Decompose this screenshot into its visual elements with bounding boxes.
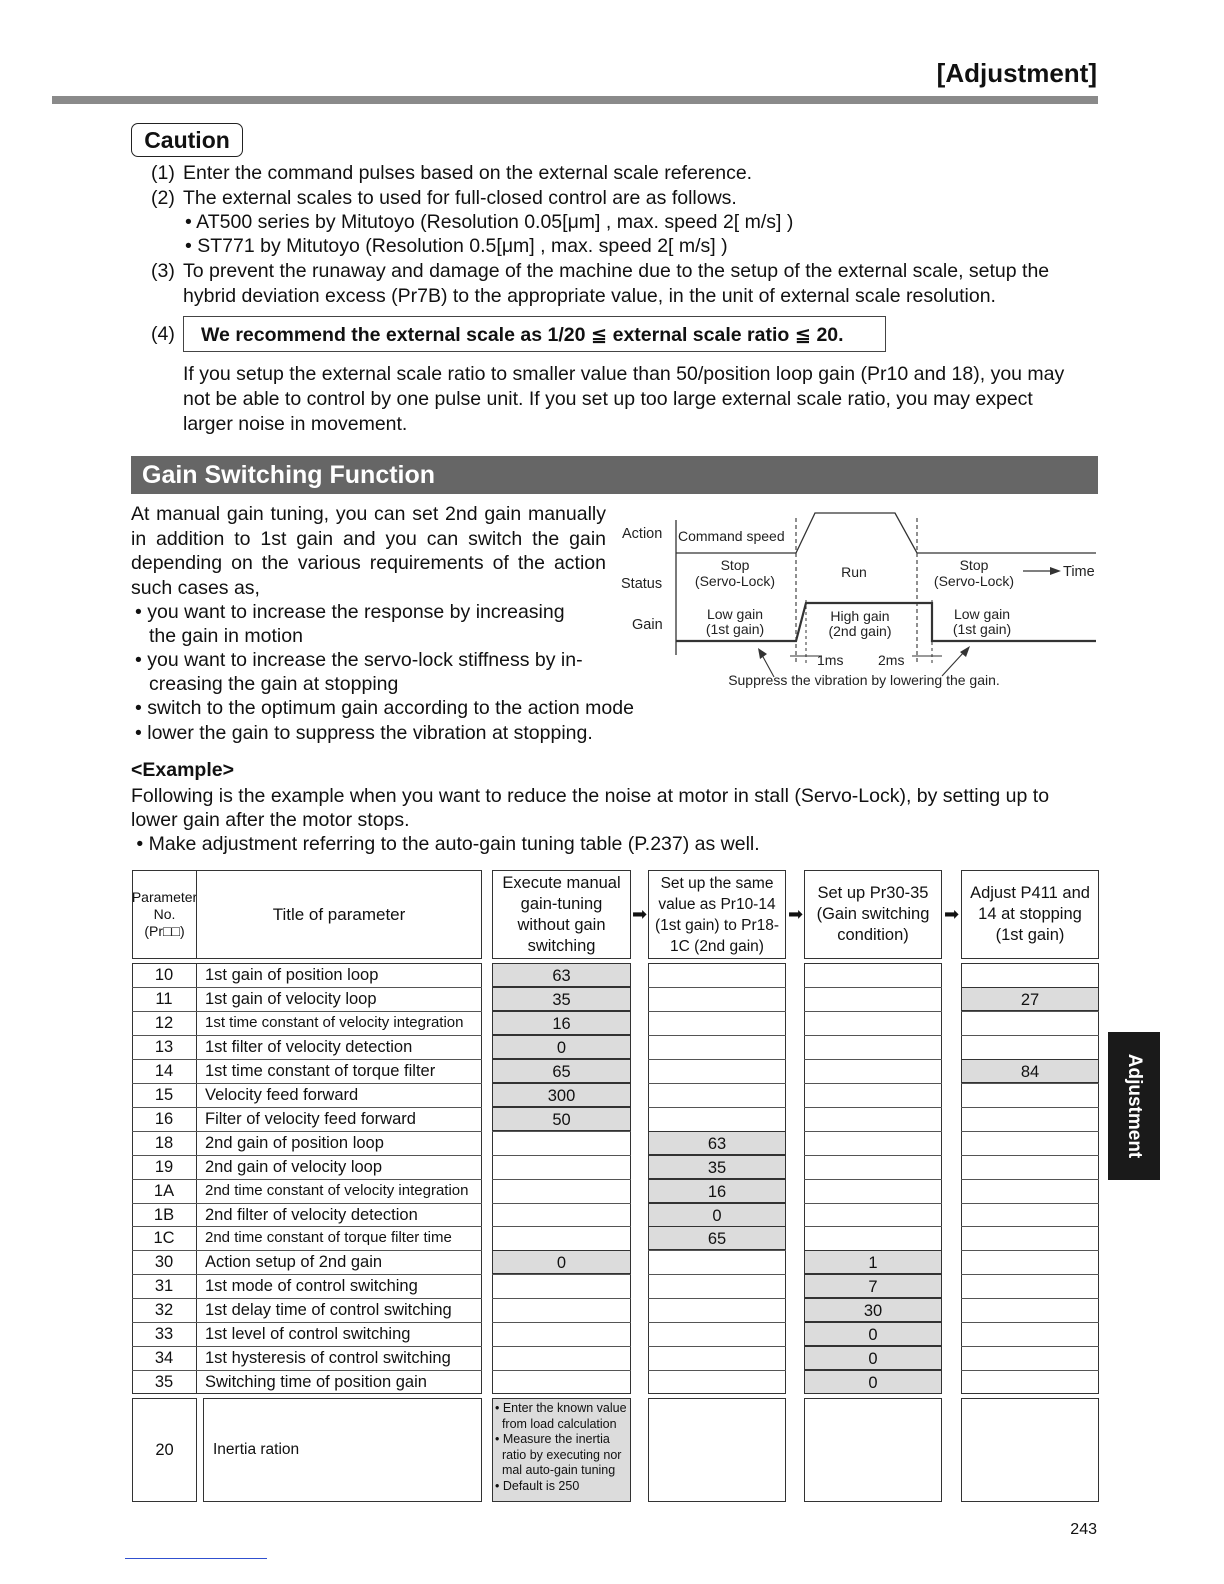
- header-step-1: Execute manual gain-tuning without gain switching: [492, 870, 631, 959]
- row-divider: [961, 1107, 1099, 1108]
- footer-link-underline[interactable]: [125, 1558, 267, 1559]
- diagram-time: Time: [1063, 564, 1095, 580]
- section-title-bar: Gain Switching Function: [131, 456, 1098, 494]
- param-value-s1: 35: [492, 987, 631, 1011]
- row-divider: [492, 1370, 631, 1371]
- row-divider: [648, 987, 786, 988]
- row-divider: [804, 1203, 942, 1204]
- page-number: 243: [1070, 1521, 1097, 1538]
- bullet-4: • lower the gain to suppress the vibration at stopping.: [135, 722, 593, 744]
- example-line-2: lower gain after the motor stops.: [131, 809, 410, 831]
- inertia-note-line: • Default is 250: [495, 1478, 580, 1493]
- row-divider: [492, 1155, 631, 1156]
- header-parameter-line2: No.: [153, 906, 176, 922]
- caution-item-3: To prevent the runaway and damage of the machine due to the setup of the external scale, setup the: [183, 260, 1050, 282]
- param-code: 35: [154, 1373, 174, 1392]
- header-step-4: Adjust P411 and 14 at stopping (1st gain): [961, 870, 1099, 959]
- row-divider: [648, 1274, 786, 1275]
- param-value-s3: 0: [804, 1322, 942, 1346]
- row-divider: [804, 1131, 942, 1132]
- row-divider: [961, 1250, 1099, 1251]
- diagram-label-status: Status: [621, 576, 663, 592]
- diagram-label-gain: Gain: [632, 617, 663, 633]
- param-code: 15: [154, 1085, 174, 1104]
- row-divider: [961, 1274, 1099, 1275]
- note-line-1: If you setup the external scale ratio to smaller value than 50/position loop gain (Pr10 and 18), you may: [183, 363, 1065, 385]
- param-value-s1: 0: [492, 1250, 631, 1274]
- header-parameter: [132, 870, 197, 959]
- diagram-low2-b: (1st gain): [952, 621, 1012, 637]
- row-divider: [961, 1346, 1099, 1347]
- caution-item-2b: • ST771 by Mitutoyo (Resolution 0.5[μm] , max. speed 2[ m/s] ): [185, 235, 728, 257]
- param-value-s1: 300: [492, 1083, 631, 1107]
- param-title: 1st filter of velocity detection: [205, 1037, 413, 1056]
- row-divider: [648, 1011, 786, 1012]
- row-divider: [492, 1131, 631, 1132]
- row-divider: [648, 1370, 786, 1371]
- param-value-s3: 30: [804, 1298, 942, 1322]
- header-parameter-line1: Parameter: [131, 889, 198, 905]
- row-divider: [492, 1274, 631, 1275]
- param-value-s1: 16: [492, 1011, 631, 1035]
- param-code: 30: [154, 1253, 174, 1272]
- param-title: Velocity feed forward: [205, 1085, 359, 1104]
- caution-item-2a: • AT500 series by Mitutoyo (Resolution 0.05[μm] , max. speed 2[ m/s] ): [185, 211, 794, 233]
- inertia-note-line: from load calculation: [495, 1416, 617, 1431]
- row-divider: [961, 1179, 1099, 1180]
- diagram-low1-b: (1st gain): [705, 621, 765, 637]
- param-value-s2: 0: [648, 1203, 786, 1227]
- param-title: 1st mode of control switching: [205, 1277, 418, 1296]
- bullet-2-cont: creasing the gain at stopping: [149, 673, 399, 695]
- param-value-s2: 35: [648, 1155, 786, 1179]
- row-divider: [804, 1059, 942, 1060]
- row-divider: [961, 1155, 1099, 1156]
- example-line-3: • Make adjustment referring to the auto-gain tuning table (P.237) as well.: [131, 833, 760, 855]
- param-value-s1: 63: [492, 963, 631, 987]
- row-divider: [961, 1298, 1099, 1299]
- param-value-s3: 0: [804, 1346, 942, 1370]
- row-divider: [492, 1298, 631, 1299]
- header-rule: [52, 96, 1098, 104]
- row-divider: [648, 1035, 786, 1036]
- row-divider: [804, 987, 942, 988]
- param-code: 1A: [153, 1181, 175, 1200]
- param-code: 18: [154, 1133, 174, 1152]
- row-divider: [492, 1179, 631, 1180]
- recommendation-box: We recommend the external scale as 1/20 ≦ external scale ratio ≦ 20.: [183, 316, 886, 352]
- param-code: 10: [154, 966, 174, 984]
- param-value-s3: 0: [804, 1370, 942, 1394]
- param-code: 1C: [153, 1229, 175, 1248]
- diagram-run: Run: [841, 564, 867, 580]
- param-code: 32: [154, 1301, 174, 1320]
- bullet-2: • you want to increase the servo-lock stiffness by in-: [135, 649, 583, 671]
- inertia-note-line: • Enter the known value: [495, 1401, 627, 1415]
- row-divider: [648, 1298, 786, 1299]
- diagram-caption: Suppress the vibration by lowering the gain.: [728, 672, 1000, 688]
- param-title: 2nd time constant of torque filter time: [205, 1229, 452, 1247]
- inertia-note-line: mal auto-gain tuning: [495, 1463, 616, 1477]
- param-title: Filter of velocity feed forward: [205, 1109, 416, 1128]
- gain-intro-text: At manual gain tuning, you can set 2nd gain manually in addition to 1st gain and you can switch the gain depending on the various requirements of the action such cases as,: [131, 503, 606, 599]
- param-title: 1st time constant of velocity integration: [205, 1013, 464, 1031]
- example-text: [131, 784, 1098, 856]
- row-divider: [804, 1179, 942, 1180]
- row-divider: [804, 1035, 942, 1036]
- param-code: 33: [154, 1325, 174, 1344]
- diagram-low1-a: Low gain: [706, 606, 764, 622]
- param-title: 1st delay time of control switching: [205, 1301, 452, 1320]
- bullet-1: • you want to increase the response by increasing: [135, 601, 565, 623]
- diagram-stop2-b: (Servo-Lock): [933, 573, 1015, 589]
- param-title: Action setup of 2nd gain: [205, 1253, 383, 1272]
- header-step-3: Set up Pr30-35 (Gain switching condition): [804, 870, 942, 959]
- diagram-command-speed: Command speed: [678, 528, 785, 544]
- inertia-step-3: [804, 1398, 942, 1502]
- caution-item-3-cont: hybrid deviation excess (Pr7B) to the appropriate value, in the unit of external scale resolution.: [183, 285, 996, 307]
- bullet-3: • switch to the optimum gain according to the action mode: [135, 697, 634, 719]
- header-step-2: Set up the same value as Pr10-14 (1st gain) to Pr18-1C (2nd gain): [648, 870, 786, 959]
- param-value-s2: 16: [648, 1179, 786, 1203]
- example-heading: <Example>: [131, 759, 234, 781]
- caution-item-1: Enter the command pulses based on the external scale reference.: [183, 162, 753, 184]
- param-title: Switching time of position gain: [205, 1373, 427, 1392]
- diagram-high-a: High gain: [830, 608, 890, 624]
- inertia-code: 20: [132, 1398, 197, 1502]
- row-divider: [648, 1322, 786, 1323]
- row-divider: [648, 1346, 786, 1347]
- diagram-stop1-b: (Servo-Lock): [694, 573, 776, 589]
- param-title: 2nd filter of velocity detection: [205, 1205, 418, 1224]
- param-value-s4: 27: [961, 987, 1099, 1011]
- inertia-title: Inertia ration: [203, 1398, 482, 1502]
- row-divider: [804, 1155, 942, 1156]
- diagram-low2-a: Low gain: [953, 606, 1011, 622]
- diagram-1ms: 1ms: [817, 652, 844, 668]
- row-divider: [648, 1059, 786, 1060]
- caution-item-2: The external scales to used for full-closed control are as follows.: [183, 187, 737, 209]
- param-code: 14: [154, 1061, 174, 1080]
- row-divider: [961, 1203, 1099, 1204]
- arrow-right-icon: ➡: [788, 904, 804, 924]
- param-value-s3: 1: [804, 1250, 942, 1274]
- inertia-note-line: • Measure the inertia: [495, 1432, 610, 1446]
- example-line-1: Following is the example when you want to reduce the noise at motor in stall (Servo-Lock), by setting up to: [131, 785, 1050, 807]
- arrow-right-icon: ➡: [944, 904, 960, 924]
- header-parameter-line3: (Pr□□): [144, 923, 185, 939]
- param-value-s1: 50: [492, 1107, 631, 1131]
- header-title: Title of parameter: [196, 870, 482, 959]
- note-line-2: not be able to control by one pulse unit. If you set up too large external scale ratio, you may expect: [183, 388, 1033, 410]
- diagram-stop1-a: Stop: [720, 557, 750, 573]
- inertia-note-line: ratio by executing nor: [495, 1447, 622, 1462]
- param-value-s1: 65: [492, 1059, 631, 1083]
- param-code: 13: [154, 1037, 174, 1056]
- row-divider: [492, 1346, 631, 1347]
- page-header-title: [Adjustment]: [936, 58, 1097, 88]
- row-divider: [804, 1107, 942, 1108]
- param-code: 12: [154, 1013, 174, 1032]
- row-divider: [961, 1083, 1099, 1084]
- bullet-1-cont: the gain in motion: [149, 625, 303, 647]
- diagram-high-b: (2nd gain): [828, 623, 892, 639]
- row-divider: [492, 1203, 631, 1204]
- row-divider: [804, 1083, 942, 1084]
- param-title: 1st gain of velocity loop: [205, 989, 377, 1008]
- diagram-2ms: 2ms: [878, 652, 905, 668]
- param-code: 1B: [153, 1205, 175, 1224]
- caution-badge: Caution: [131, 123, 243, 157]
- row-divider: [648, 1250, 786, 1251]
- param-value-s4: 84: [961, 1059, 1099, 1083]
- caution-item-1-num: (1): [151, 162, 175, 184]
- row-divider: [961, 1011, 1099, 1012]
- inertia-note: [492, 1398, 631, 1502]
- row-divider: [648, 1083, 786, 1084]
- param-title: 1st hysteresis of control switching: [205, 1349, 451, 1368]
- param-title: 2nd gain of velocity loop: [205, 1157, 383, 1176]
- row-divider: [492, 1322, 631, 1323]
- note-line-3: larger noise in movement.: [183, 413, 408, 435]
- side-tab-label: Adjustment: [1124, 1053, 1145, 1159]
- param-title: 2nd time constant of velocity integration: [205, 1181, 469, 1199]
- row-divider: [492, 1226, 631, 1227]
- param-value-s2: 63: [648, 1131, 786, 1155]
- param-value-s2: 65: [648, 1226, 786, 1250]
- row-divider: [961, 1131, 1099, 1132]
- row-divider: [804, 1011, 942, 1012]
- param-title: 1st time constant of torque filter: [205, 1061, 436, 1080]
- row-divider: [961, 1226, 1099, 1227]
- inertia-step-2: [648, 1398, 786, 1502]
- param-title: 1st gain of position loop: [205, 966, 379, 984]
- param-value-s3: 7: [804, 1274, 942, 1298]
- inertia-step-4: [961, 1398, 1099, 1502]
- row-divider: [961, 1322, 1099, 1323]
- param-title: 1st level of control switching: [205, 1325, 411, 1344]
- diagram-label-action: Action: [622, 526, 663, 542]
- param-value-s1: 0: [492, 1035, 631, 1059]
- row-divider: [804, 1226, 942, 1227]
- param-title: 2nd gain of position loop: [205, 1133, 384, 1152]
- param-code: 16: [154, 1109, 174, 1128]
- param-code: 31: [154, 1277, 174, 1296]
- row-divider: [961, 1035, 1099, 1036]
- caution-item-3-num: (3): [151, 260, 175, 282]
- row-divider: [648, 1107, 786, 1108]
- caution-item-2-num: (2): [151, 187, 175, 209]
- param-code: 34: [154, 1349, 174, 1368]
- arrow-right-icon: ➡: [632, 904, 648, 924]
- param-code: 19: [154, 1157, 174, 1176]
- row-divider: [961, 1370, 1099, 1371]
- diagram-stop2-a: Stop: [959, 557, 989, 573]
- side-tab-adjustment[interactable]: [1108, 1032, 1160, 1180]
- gain-switching-diagram: [612, 512, 1102, 694]
- caution-item-4-num: (4): [151, 323, 175, 345]
- param-code: 11: [155, 989, 173, 1008]
